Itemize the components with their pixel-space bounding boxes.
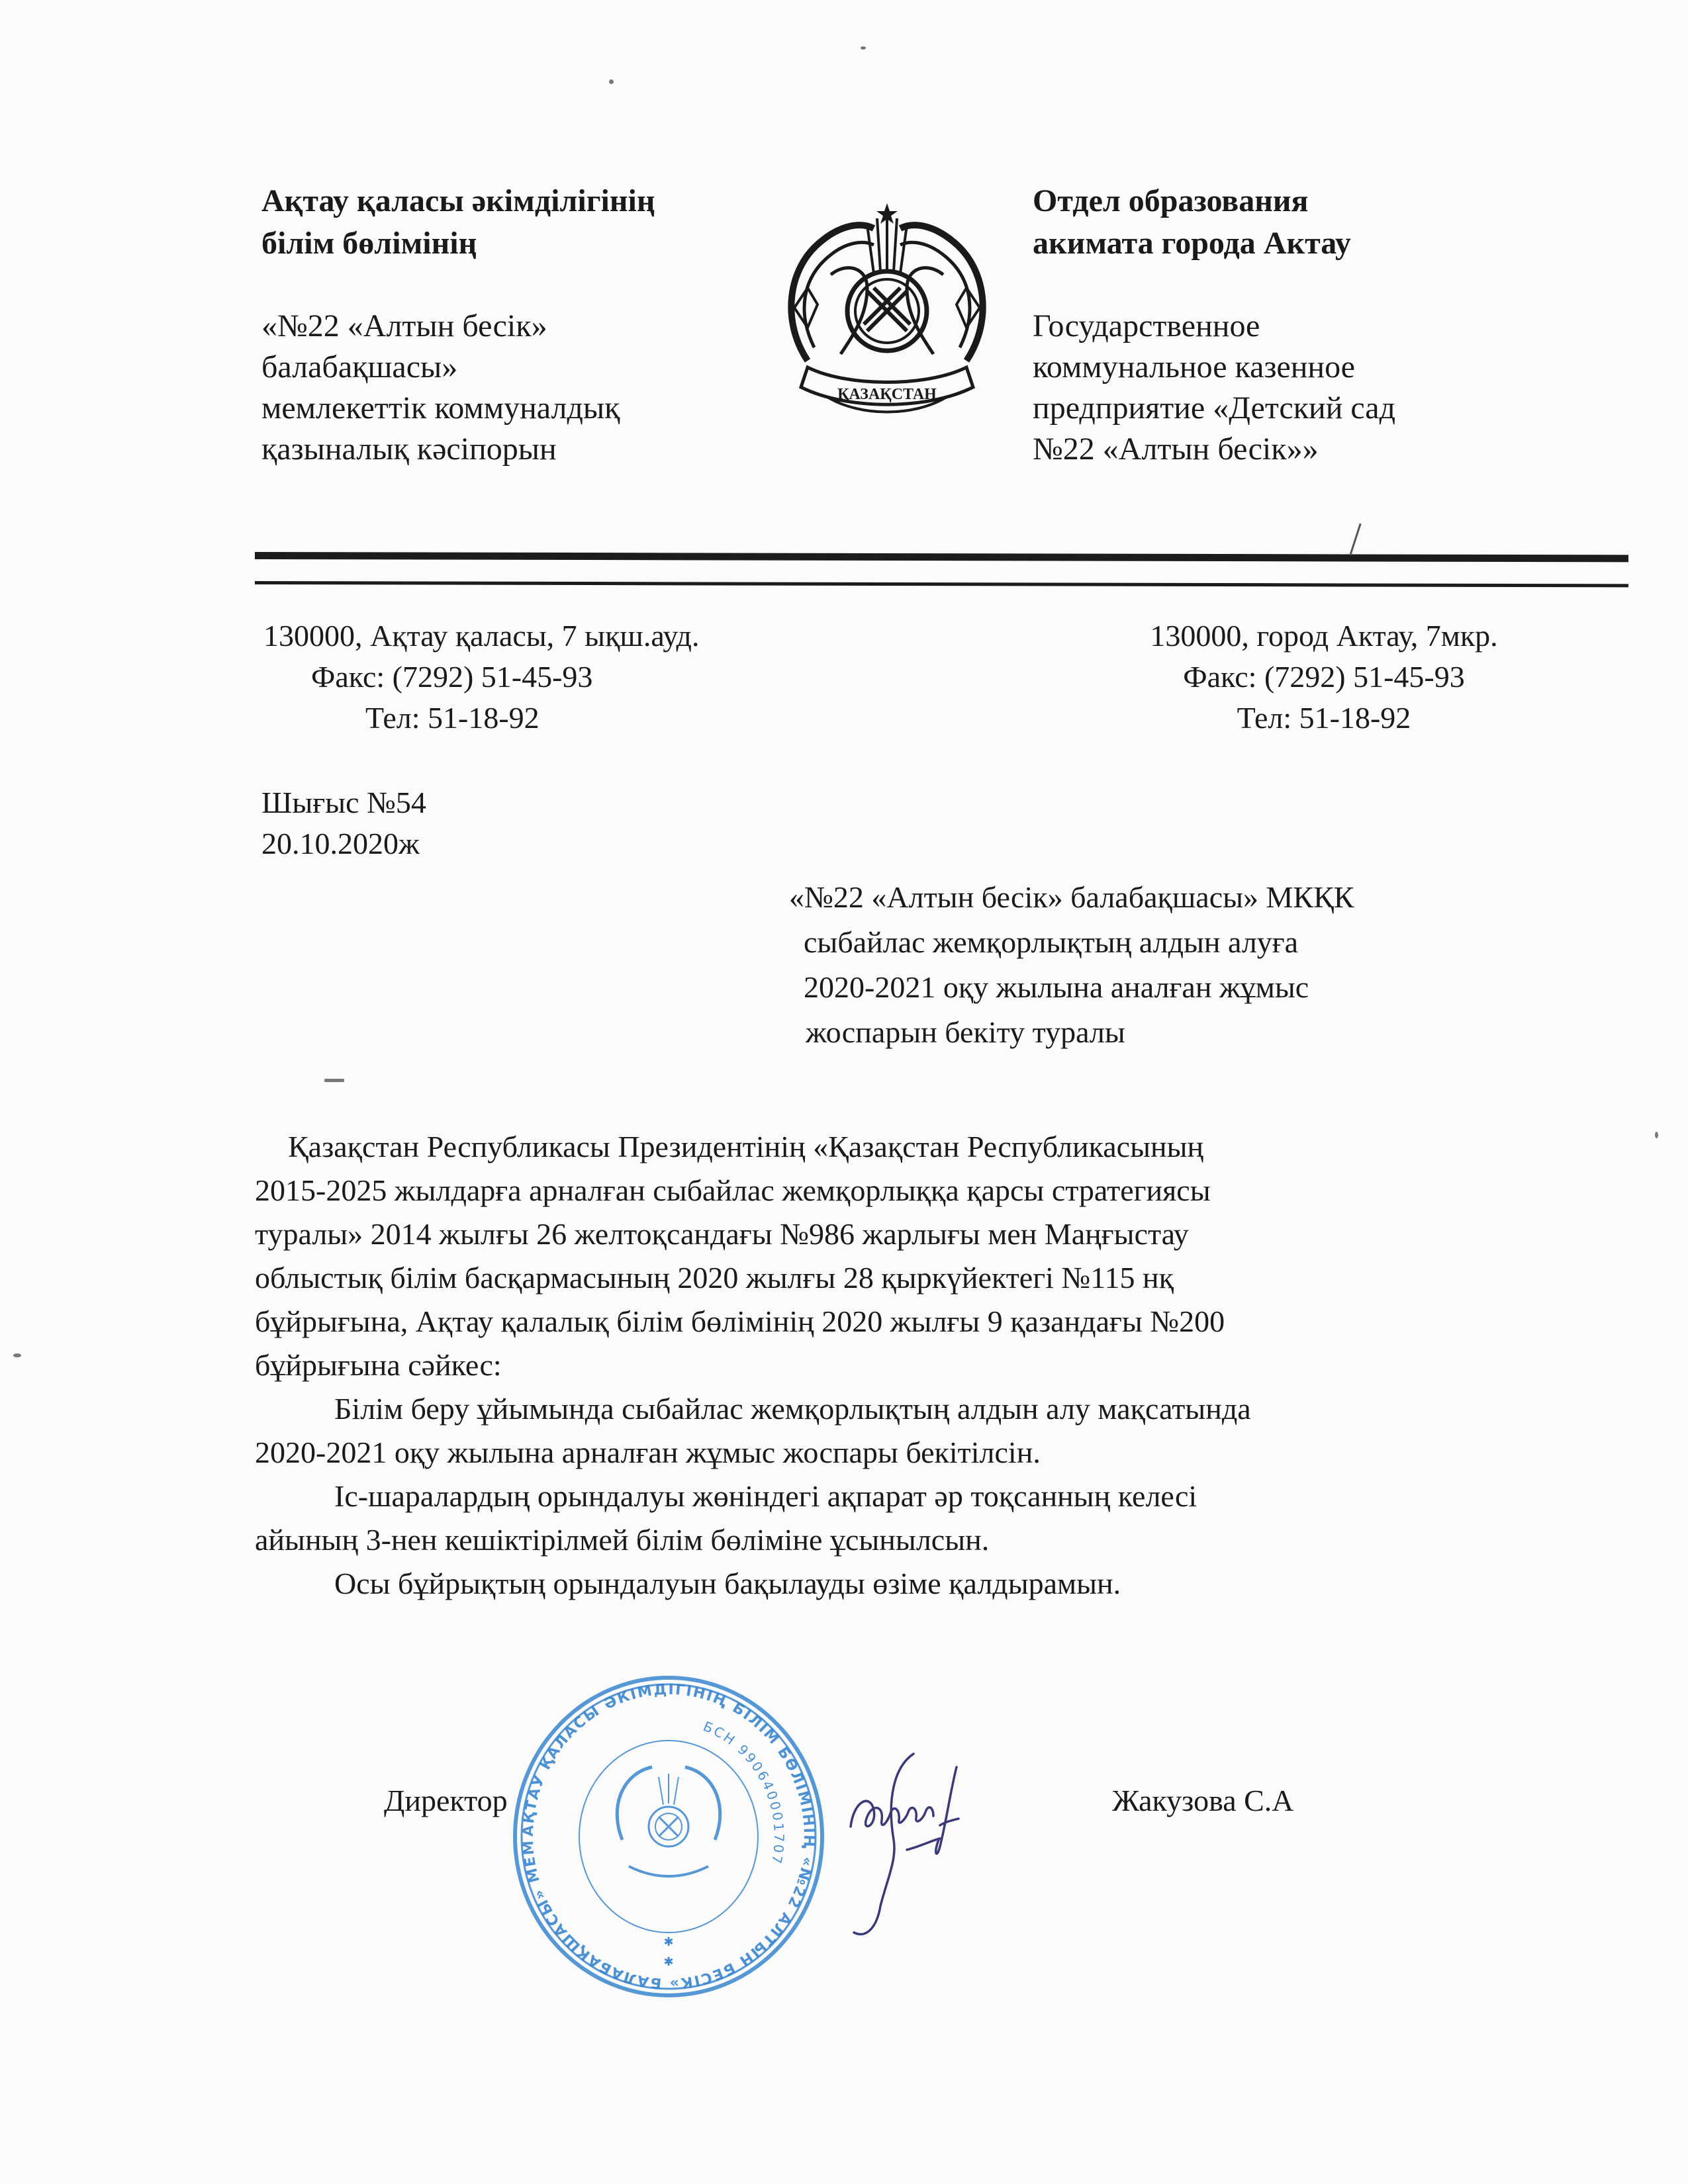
body-line: Іс-шаралардың орындалуы жөніндегі ақпарат әр тоқсанның келесі (334, 1479, 1197, 1513)
right-header-org (1033, 306, 1395, 470)
body-line: бұйрығына сәйкес: (255, 1348, 502, 1382)
address-right-line: Тел: 51-18-92 (1237, 701, 1411, 735)
signatory-name: Жакузова С.А (1112, 1784, 1294, 1817)
right-org-line: №22 «Алтын бесік»» (1033, 432, 1319, 467)
address-left (252, 615, 834, 739)
body-text (255, 1125, 1579, 1606)
header-divider-thin (255, 581, 1628, 587)
state-emblem (768, 189, 1006, 427)
outgoing-number: Шығыс №54 (261, 786, 426, 819)
left-title-line: білім бөлімінің (261, 226, 477, 261)
body-line: Қазақстан Республикасы Президентінің «Қазақстан Республикасының (288, 1130, 1204, 1163)
right-org-line: предприятие «Детский сад (1033, 390, 1396, 426)
address-left-line: Факс: (7292) 51-45-93 (311, 660, 593, 694)
body-line: Білім беру ұйымында сыбайлас жемқорлықтың алдын алу мақсатында (334, 1392, 1251, 1426)
emblem-icon (768, 189, 1006, 427)
svg-text:✱: ✱ (663, 1955, 674, 1969)
body-line: 2015-2025 жылдарға арналған сыбайлас жемқорлыққа қарсы стратегиясы (255, 1173, 1211, 1207)
subject-block (789, 875, 1354, 1055)
stamp-outer-text: АҚТАУ ҚАЛАСЫ ӘКІМДІГІНІҢ БІЛІМ БӨЛІМІНІҢ «№22 АЛТЫН БЕСІК» БАЛАБАҚШАСЫ» МЕМ (520, 1681, 818, 1992)
body-line: бұйрығына, Ақтау қалалық білім бөлімінің 2020 жылғы 9 қазандағы №200 (255, 1304, 1225, 1338)
emblem-text: ҚАЗАҚСТАН (837, 386, 937, 403)
subject-line: сыбайлас жемқорлықтың алдын алуға (804, 925, 1299, 959)
stamp-bin-text: БСН 990640001707 (700, 1718, 788, 1867)
address-right-line: 130000, город Актау, 7мкр. (1150, 619, 1498, 653)
left-header-title (261, 180, 655, 265)
scan-speck (861, 46, 866, 50)
subject-line: «№22 «Алтын бесік» балабақшасы» МКҚК (789, 880, 1354, 914)
handwritten-signature (841, 1747, 1039, 1946)
outgoing-date: 20.10.2020ж (261, 827, 420, 860)
scan-speck (13, 1353, 21, 1357)
body-line: туралы» 2014 жылғы 26 желтоқсандағы №986 жарлығы мен Маңғыстау (255, 1217, 1189, 1251)
left-org-line: қазыналық кәсіпорын (261, 432, 557, 467)
header-divider-thick (255, 552, 1628, 562)
right-org-line: Государственное (1033, 308, 1260, 343)
left-title-line: Ақтау қаласы әкімділігінің (261, 183, 655, 218)
right-title-line: акимата города Актау (1033, 226, 1351, 261)
right-title-line: Отдел образования (1033, 183, 1309, 218)
right-header-title (1033, 180, 1351, 265)
left-org-line: «№22 «Алтын бесік» (261, 308, 547, 343)
address-right-line: Факс: (7292) 51-45-93 (1183, 660, 1465, 694)
stamp-seal-icon (510, 1674, 827, 1999)
left-org-line: балабақшасы» (261, 349, 458, 385)
signatory-position: Директор (384, 1784, 508, 1817)
address-left-line: Тел: 51-18-92 (365, 701, 539, 735)
scan-pen-mark (1349, 523, 1361, 555)
subject-line: жоспарын бекіту туралы (806, 1015, 1125, 1049)
right-org-line: коммунальное казенное (1033, 349, 1355, 385)
signature-icon (841, 1747, 1039, 1946)
body-line: айының 3-нен кешіктірілмей білім бөліміне ұсынылсын. (255, 1523, 990, 1557)
left-header-org (261, 306, 620, 470)
body-line: 2020-2021 оқу жылына арналған жұмыс жоспары бекітілсін. (255, 1435, 1041, 1469)
official-stamp (510, 1674, 827, 1999)
body-line: облыстық білім басқармасының 2020 жылғы 28 қыркүйектегі №115 нқ (255, 1261, 1174, 1295)
body-line: Осы бұйрықтың орындалуын бақылауды өзіме қалдырамын. (334, 1567, 1121, 1600)
scan-speck (324, 1079, 344, 1082)
address-left-line: 130000, Ақтау қаласы, 7 ықш.ауд. (263, 619, 700, 653)
left-org-line: мемлекеттік коммуналдық (261, 390, 620, 426)
svg-text:✱: ✱ (663, 1935, 674, 1949)
scan-speck (1655, 1132, 1658, 1138)
address-right (1072, 615, 1575, 739)
scan-speck (609, 79, 614, 84)
subject-line: 2020-2021 оқу жылына аналған жұмыс (804, 970, 1309, 1004)
